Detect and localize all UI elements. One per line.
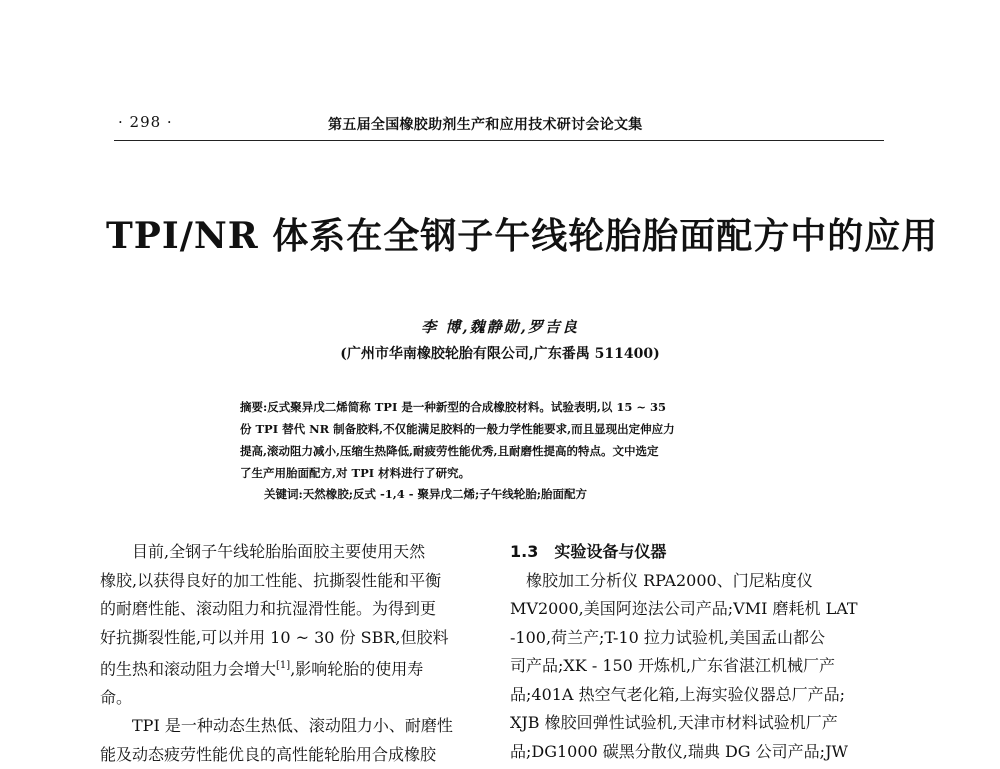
body-text: 的生热和滚动阻力会增大 [100,659,277,679]
abstract-line: 摘要:反式聚异戊二烯简称 TPI 是一种新型的合成橡胶材料。试验表明,以 15 ~ 35 [240,400,666,414]
body-line-with-citation [100,652,492,684]
body-line: 橡胶加工分析仪 RPA2000、门尼粘度仪 [510,570,813,590]
body-line: 品;DG1000 碳黑分散仪,瑞典 DG 公司产品;JW [510,741,848,761]
body-line: MV2000,美国阿迩法公司产品;VMI 磨耗机 LAT [510,599,858,618]
body-line: 命。 [100,687,133,707]
body-line: 能及动态疲劳性能优良的高性能轮胎用合成橡胶 [100,744,437,764]
body-line: TPI 是一种动态生热低、滚动阻力小、耐磨性 [100,716,453,736]
abstract-line: 提高,滚动阻力减小,压缩生热降低,耐疲劳性能优秀,且耐磨性提高的特点。文中选定 [240,444,659,458]
abstract-line: 了生产用胎面配方,对 TPI 材料进行了研究。 [240,466,471,480]
body-line: 品;401A 热空气老化箱,上海实验仪器总厂产品; [510,684,846,704]
body-line: 橡胶,以获得良好的加工性能、抗撕裂性能和平衡 [100,570,442,590]
left-column [100,538,492,769]
authors: 李 博,魏静勋,罗吉良 [421,318,579,336]
body-line: 目前,全钢子午线轮胎胎面胶主要使用天然 [100,542,426,561]
body-line: -100,荷兰产;T-10 拉力试验机,美国孟山都公 [510,627,825,647]
affiliation: (广州市华南橡胶轮胎有限公司,广东番禺 511400) [340,346,660,362]
abstract-line: 份 TPI 替代 NR 制备胶料,不仅能满足胶料的一般力学性能要求,而且显现出定伸应力 [240,422,675,436]
abstract [240,396,750,484]
citation-mark: [1] [276,660,291,671]
body-text: ,影响轮胎的使用寿 [290,659,424,679]
page-number: · 298 · [118,113,173,131]
right-column [510,538,890,766]
header-rule [114,140,884,141]
body-line: XJB 橡胶回弹性试验机,天津市材料试验机厂产 [510,713,838,732]
body-line: 的耐磨性能、滚动阻力和抗湿滑性能。为得到更 [100,599,437,618]
journal-title: 第五届全国橡胶助剂生产和应用技术研讨会论文集 [328,117,643,133]
paper-title: TPI/NR 体系在全钢子午线轮胎胎面配方中的应用 [106,215,939,257]
body-line: 司产品;XK - 150 开炼机,广东省湛江机械厂产 [510,656,836,675]
body-line: 好抗撕裂性能,可以并用 10 ~ 30 份 SBR,但胶料 [100,627,449,647]
keywords: 关键词:天然橡胶;反式 -1,4 - 聚异戊二烯;子午线轮胎;胎面配方 [264,487,588,501]
section-heading: 1.3 实验设备与仪器 [510,542,667,561]
